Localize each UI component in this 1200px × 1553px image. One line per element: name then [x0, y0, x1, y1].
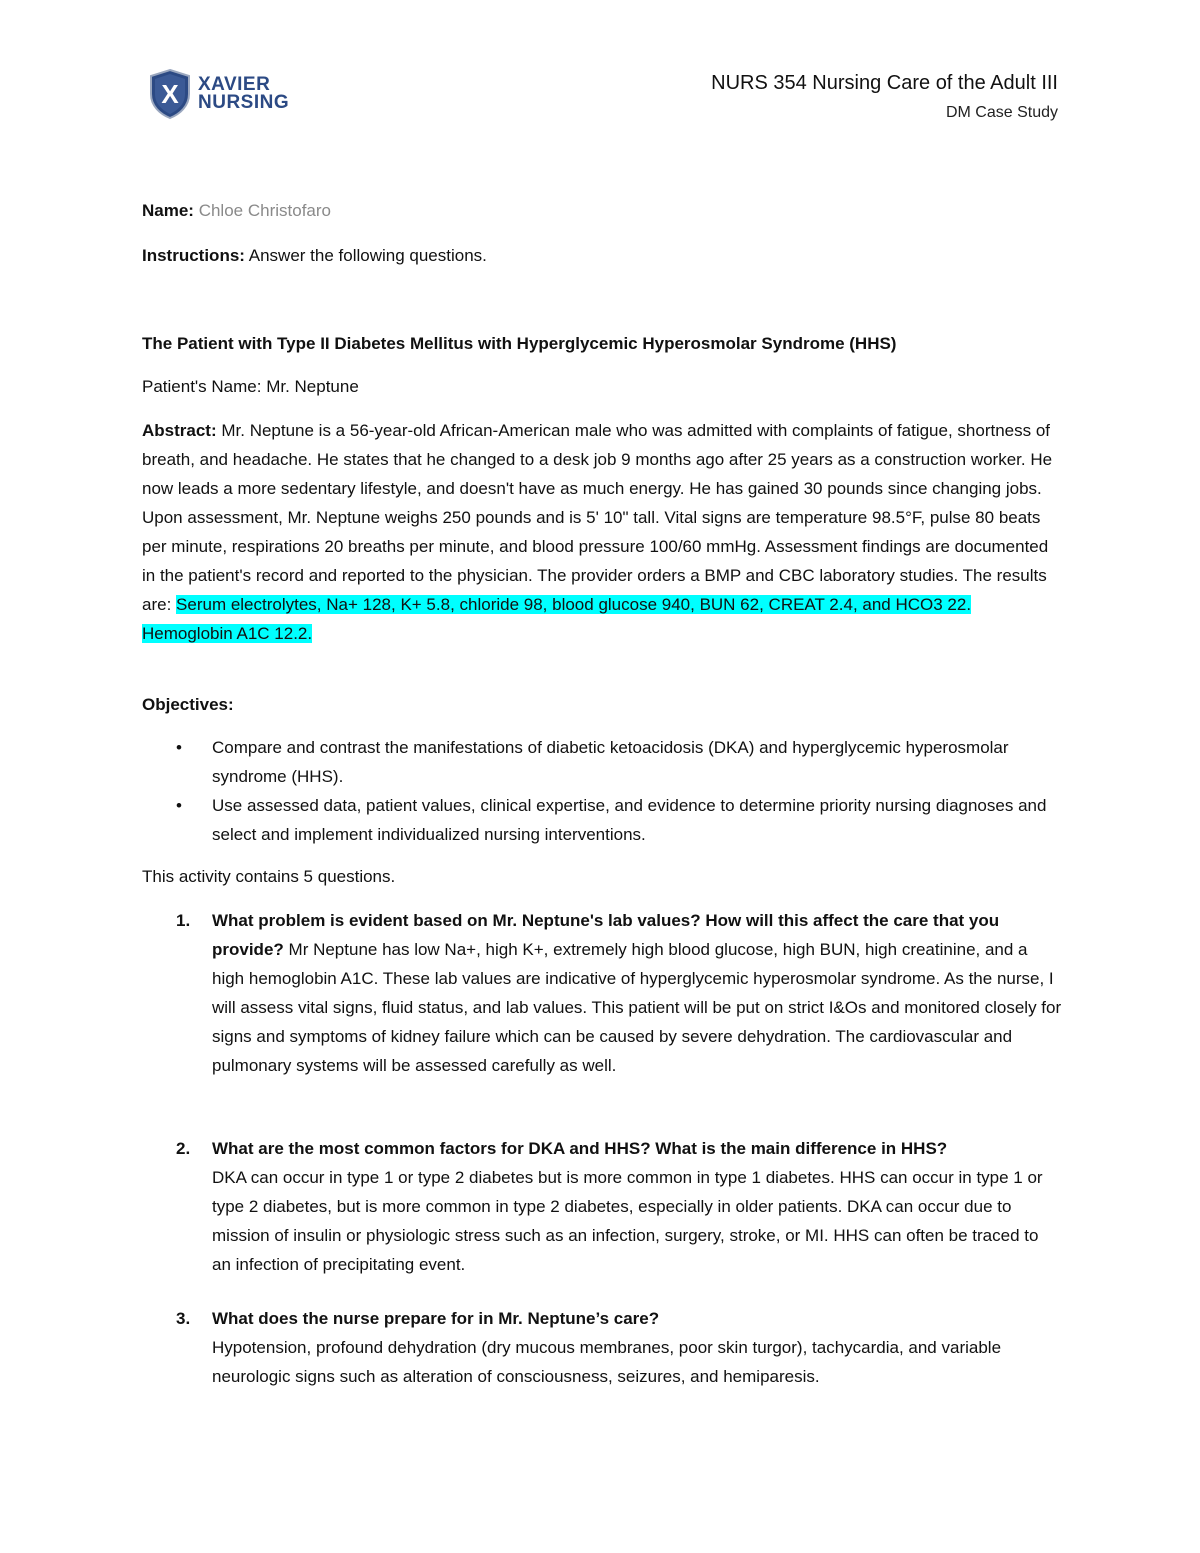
- logo-word-xavier: XAVIER: [198, 74, 271, 95]
- question-3: [142, 1304, 1062, 1391]
- instructions-label: Instructions:: [142, 246, 245, 265]
- lab-results-highlight: Serum electrolytes, Na+ 128, K+ 5.8, chloride 98, blood glucose 940, BUN 62, CREAT 2.4, and HCO3 22. Hemoglobin A1C 12.2.: [142, 595, 972, 643]
- course-title: NURS 354 Nursing Care of the Adult III: [711, 72, 1058, 94]
- question-text: What problem is evident based on Mr. Neptune's lab values? How will this affect the care that you provide?: [212, 911, 1000, 959]
- abstract-paragraph: [142, 416, 1062, 648]
- logo-word-nursing: NURSING: [198, 92, 290, 113]
- question-item: [142, 1134, 1062, 1279]
- question-text: What does the nurse prepare for in Mr. Neptune’s care?: [212, 1309, 660, 1328]
- shield-icon: [148, 68, 192, 120]
- instructions-text: Answer the following questions.: [248, 246, 487, 265]
- abstract-text: Mr. Neptune is a 56-year-old African-American male who was admitted with complaints of fatigue, shortness of breath, and headache. He states that he changed to a desk job 9 months ago after 25 years as a construction worker. He now leads a more sedentary lifestyle, and doesn't have as much energy. He has gained 30 pounds since changing jobs. Upon assessment, Mr. Neptune weighs 250 pounds and is 5' 10" tall. Vital signs are temperature 98.5°F, pulse 80 beats per minute, respirations 20 breaths per minute, and blood pressure 100/60 mmHg. Assessment findings are documented in the patient's record and reported to the physician. The provider orders a BMP and CBC laboratory studies. The results are:: [142, 421, 1053, 614]
- case-title: The Patient with Type II Diabetes Mellitus with Hyperglycemic Hyperosmolar Syndrome (HHS): [142, 334, 897, 353]
- objectives-heading: Objectives:: [142, 695, 234, 714]
- question-number: 1.: [176, 911, 191, 930]
- bullet-icon: •: [176, 796, 182, 815]
- question-number: 2.: [176, 1139, 191, 1158]
- question-text: What are the most common factors for DKA and HHS? What is the main difference in HHS?: [212, 1139, 948, 1158]
- question-1: [142, 906, 1062, 1080]
- question-2: [142, 1134, 1062, 1279]
- objective-text: Use assessed data, patient values, clinical expertise, and evidence to determine priority nursing diagnoses and select and implement individualized nursing interventions.: [212, 796, 1047, 844]
- objective-item: [142, 791, 1062, 849]
- name-field: [142, 196, 1062, 225]
- name-label: Name:: [142, 201, 194, 220]
- instructions-field: [142, 241, 1062, 270]
- answer-text: DKA can occur in type 1 or type 2 diabetes but is more common in type 1 diabetes. HHS can occur in type 1 or type 2 diabetes, but is more common in type 2 diabetes, especially in older patients. DKA can occur due to mission of insulin or physiologic stress such as an infection, surgery, stroke, or MI. HHS can often be traced to an infection of precipitating event.: [212, 1168, 1043, 1274]
- objective-item: [142, 733, 1062, 791]
- svg-text:X: X: [161, 79, 179, 109]
- question-item: [142, 906, 1062, 1080]
- answer-text: Hypotension, profound dehydration (dry mucous membranes, poor skin turgor), tachycardia, and variable neurologic signs such as alteration of consciousness, seizures, and hemiparesis.: [212, 1338, 1002, 1386]
- question-item: [142, 1304, 1062, 1391]
- abstract-label: Abstract:: [142, 421, 217, 440]
- answer-text: Mr Neptune has low Na+, high K+, extremely high blood glucose, high BUN, high creatinine, and a high hemoglobin A1C. These lab values are indicative of hyperglycemic hyperosmolar syndrome. As the nurse, I will assess vital signs, fluid status, and lab values. This patient will be put on strict I&Os and monitored closely for signs and symptoms of kidney failure which can be caused by severe dehydration. The cardiovascular and pulmonary systems will be assessed carefully as well.: [212, 940, 1062, 1075]
- question-number: 3.: [176, 1309, 191, 1328]
- document-subtitle: DM Case Study: [945, 104, 1058, 121]
- patient-name: Patient's Name: Mr. Neptune: [142, 377, 359, 396]
- objective-text: Compare and contrast the manifestations of diabetic ketoacidosis (DKA) and hyperglycemic hyperosmolar syndrome (HHS).: [212, 738, 1009, 786]
- bullet-icon: •: [176, 738, 182, 757]
- student-name: Chloe Christofaro: [198, 201, 331, 220]
- activity-note: This activity contains 5 questions.: [142, 867, 396, 886]
- xavier-nursing-logo: [148, 68, 288, 124]
- objectives-list: [142, 733, 1062, 849]
